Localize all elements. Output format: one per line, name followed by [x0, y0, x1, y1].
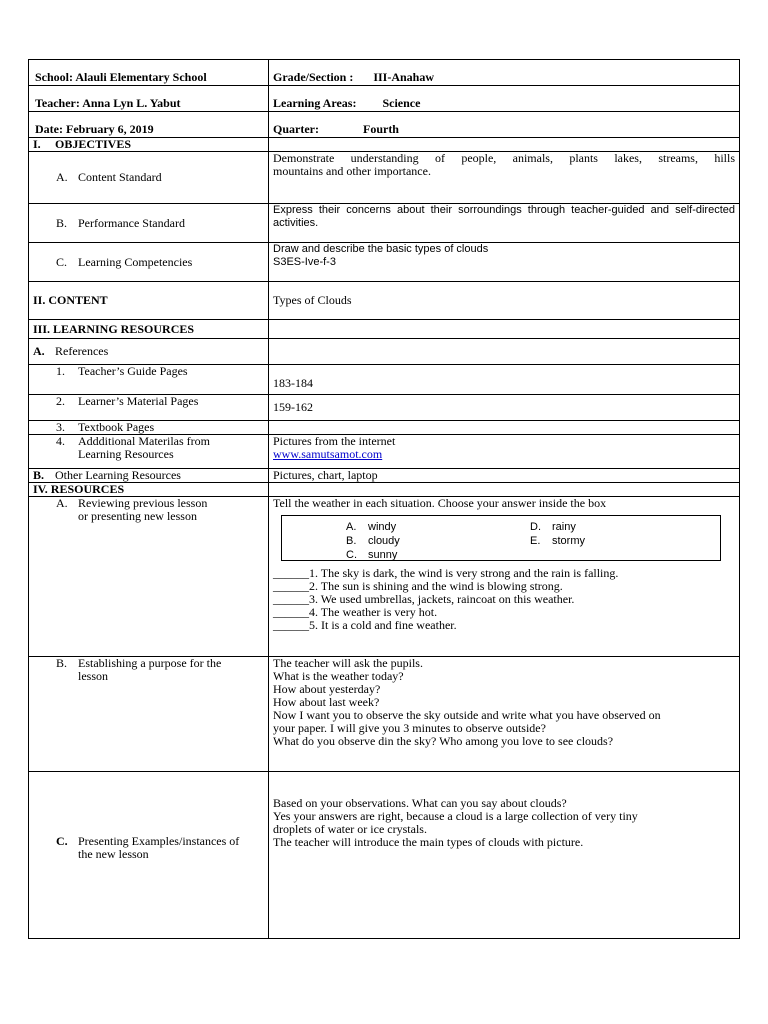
- purpose-mark: B.: [56, 656, 68, 670]
- purpose-line-7: What do you observe din the sky? Who among you love to see clouds?: [273, 734, 614, 748]
- learning-resources-heading: III. LEARNING RESOURCES: [33, 321, 195, 336]
- reviewing-label-1: Reviewing previous lesson: [78, 496, 208, 510]
- tg-pages-label: Teacher’s Guide Pages: [78, 364, 188, 378]
- content-heading-cell: [29, 282, 269, 320]
- content-standard-text-cell: [269, 152, 740, 204]
- presenting-mark: C.: [56, 834, 68, 848]
- presenting-line-2: Yes your answers are right, because a cloud is a large collection of very tiny: [273, 809, 638, 823]
- grade-label: Grade/Section :: [273, 70, 354, 84]
- references-empty-cell: [269, 339, 740, 365]
- choice-b: B. cloudy: [346, 535, 400, 547]
- school-cell: [29, 60, 269, 86]
- references-label-cell: [29, 339, 269, 365]
- performance-standard-line-2: activities.: [273, 217, 319, 229]
- lm-pages-value: 159-162: [273, 400, 313, 414]
- teacher-cell: [29, 86, 269, 112]
- grade-value: III-Anahaw: [373, 70, 435, 84]
- lesson-plan: [28, 59, 739, 939]
- choice-d: D. rainy: [530, 521, 576, 533]
- competencies-line-2: S3ES-Ive-f-3: [273, 256, 336, 268]
- reviewing-content-cell: [269, 497, 740, 657]
- other-resources-label: Other Learning Resources: [55, 468, 181, 482]
- presenting-line-4: The teacher will introduce the main types of clouds with picture.: [273, 835, 584, 849]
- weather-questions: [273, 567, 735, 632]
- quarter-cell: [269, 112, 740, 138]
- content-standard-label-cell: [29, 152, 269, 204]
- purpose-label-2: lesson: [78, 669, 108, 683]
- performance-standard-label-cell: [29, 204, 269, 243]
- competencies-mark: C.: [56, 254, 68, 269]
- purpose-label-cell: [29, 657, 269, 772]
- other-resources-value: Pictures, chart, laptop: [273, 468, 378, 482]
- competencies-text-cell: [269, 243, 740, 282]
- objectives-heading: OBJECTIVES: [55, 137, 132, 151]
- additional-materials-label-2: Learning Resources: [78, 447, 174, 461]
- choice-c: C. sunny: [346, 549, 398, 561]
- tg-pages-value-cell: [269, 365, 740, 395]
- lm-pages-label: Learner’s Material Pages: [78, 394, 199, 408]
- presenting-label-1: Presenting Examples/instances of: [78, 834, 240, 848]
- question-1: ______1. The sky is dark, the wind is very strong and the rain is falling.: [273, 566, 619, 580]
- question-5: ______5. It is a cold and fine weather.: [273, 618, 457, 632]
- answer-choices-box: [281, 515, 721, 561]
- purpose-line-6: your paper. I will give you 3 minutes to observe outside?: [273, 721, 546, 735]
- presenting-line-3: droplets of water or ice crystals.: [273, 822, 427, 836]
- question-3: ______3. We used umbrellas, jackets, raincoat on this weather.: [273, 592, 575, 606]
- lm-pages-mark: 2.: [56, 394, 65, 408]
- presenting-label-2: the new lesson: [78, 847, 149, 861]
- purpose-line-4: How about last week?: [273, 695, 380, 709]
- textbook-pages-label: Textbook Pages: [78, 420, 155, 434]
- references-mark: A.: [33, 344, 45, 358]
- performance-standard-mark: B.: [56, 215, 68, 230]
- references-label: References: [55, 344, 109, 358]
- purpose-line-1: The teacher will ask the pupils.: [273, 656, 423, 670]
- objectives-heading-cell: [29, 138, 269, 152]
- purpose-content-cell: [269, 657, 740, 772]
- presenting-line-1: Based on your observations. What can you say about clouds?: [273, 796, 567, 810]
- learning-resources-empty-cell: [269, 320, 740, 339]
- quarter-value: Fourth: [362, 122, 399, 136]
- lm-pages-value-cell: [269, 395, 740, 421]
- choices-left-column: [346, 520, 400, 562]
- choice-a: A. windy: [346, 521, 397, 533]
- competencies-label-cell: [29, 243, 269, 282]
- performance-standard-text-cell: [269, 204, 740, 243]
- school-text: School: Alauli Elementary School: [35, 70, 207, 84]
- choices-right-column: [530, 520, 585, 548]
- content-heading: II. CONTENT: [33, 293, 108, 307]
- tg-pages-value: 183-184: [273, 376, 313, 390]
- additional-materials-value-1: Pictures from the internet: [273, 434, 396, 448]
- areas-value: Science: [382, 96, 421, 110]
- additional-materials-value-cell: [269, 435, 740, 469]
- objectives-number: I.: [33, 137, 41, 151]
- additional-materials-mark: 4.: [56, 434, 65, 448]
- performance-standard-line-1: Express their concerns about their sorroundings through teacher-guided and self-directed: [273, 204, 735, 216]
- quarter-label: Quarter:: [273, 122, 319, 136]
- grade-cell: [269, 60, 740, 86]
- content-text: Types of Clouds: [273, 293, 352, 307]
- other-resources-mark: B.: [33, 468, 45, 482]
- areas-cell: [269, 86, 740, 112]
- purpose-line-2: What is the weather today?: [273, 669, 404, 683]
- purpose-label-1: Establishing a purpose for the: [78, 656, 222, 670]
- competencies-label: Learning Competencies: [78, 254, 193, 269]
- date-cell: [29, 112, 269, 138]
- purpose-line-3: How about yesterday?: [273, 682, 381, 696]
- lm-pages-label-cell: [29, 395, 269, 421]
- content-standard-mark: A.: [56, 170, 68, 184]
- presenting-content-cell: [269, 772, 740, 939]
- teacher-text: Teacher: Anna Lyn L. Yabut: [35, 96, 181, 110]
- lesson-plan-table: [28, 59, 740, 939]
- content-text-cell: [269, 282, 740, 320]
- competencies-line-1: Draw and describe the basic types of clouds: [273, 243, 489, 255]
- question-4: ______4. The weather is very hot.: [273, 605, 438, 619]
- other-resources-label-cell: [29, 469, 269, 483]
- choice-e: E. stormy: [530, 535, 585, 547]
- question-2: ______2. The sun is shining and the wind is blowing strong.: [273, 579, 563, 593]
- resources-empty-cell: [269, 483, 740, 497]
- performance-standard-label: Performance Standard: [78, 215, 185, 230]
- presenting-label-cell: [29, 772, 269, 939]
- objectives-empty-cell: [269, 138, 740, 152]
- tg-pages-label-cell: [29, 365, 269, 395]
- date-text: Date: February 6, 2019: [35, 122, 154, 136]
- other-resources-value-cell: [269, 469, 740, 483]
- textbook-pages-label-cell: [29, 421, 269, 435]
- reviewing-mark: A.: [56, 496, 68, 510]
- content-standard-line-1: Demonstrate understanding of people, animals, plants lakes, streams, hills: [273, 151, 735, 165]
- additional-materials-label-1: Addditional Materilas from: [78, 434, 210, 448]
- learning-resources-heading-cell: [29, 320, 269, 339]
- reviewing-label-2: or presenting new lesson: [78, 509, 197, 523]
- samutsamot-link[interactable]: www.samutsamot.com: [273, 447, 383, 461]
- content-standard-line-2: mountains and other importance.: [273, 164, 431, 178]
- areas-label: Learning Areas:: [273, 96, 357, 110]
- content-standard-label: Content Standard: [78, 170, 162, 184]
- purpose-line-5: Now I want you to observe the sky outside and write what you have observed on: [273, 708, 661, 722]
- tg-pages-mark: 1.: [56, 364, 65, 378]
- resources-heading: IV. RESOURCES: [33, 482, 125, 496]
- textbook-pages-mark: 3.: [56, 420, 65, 434]
- additional-materials-label-cell: [29, 435, 269, 469]
- reviewing-label-cell: [29, 497, 269, 657]
- reviewing-instruction: Tell the weather in each situation. Choose your answer inside the box: [273, 496, 607, 510]
- textbook-pages-value-cell: [269, 421, 740, 435]
- resources-heading-cell: [29, 483, 269, 497]
